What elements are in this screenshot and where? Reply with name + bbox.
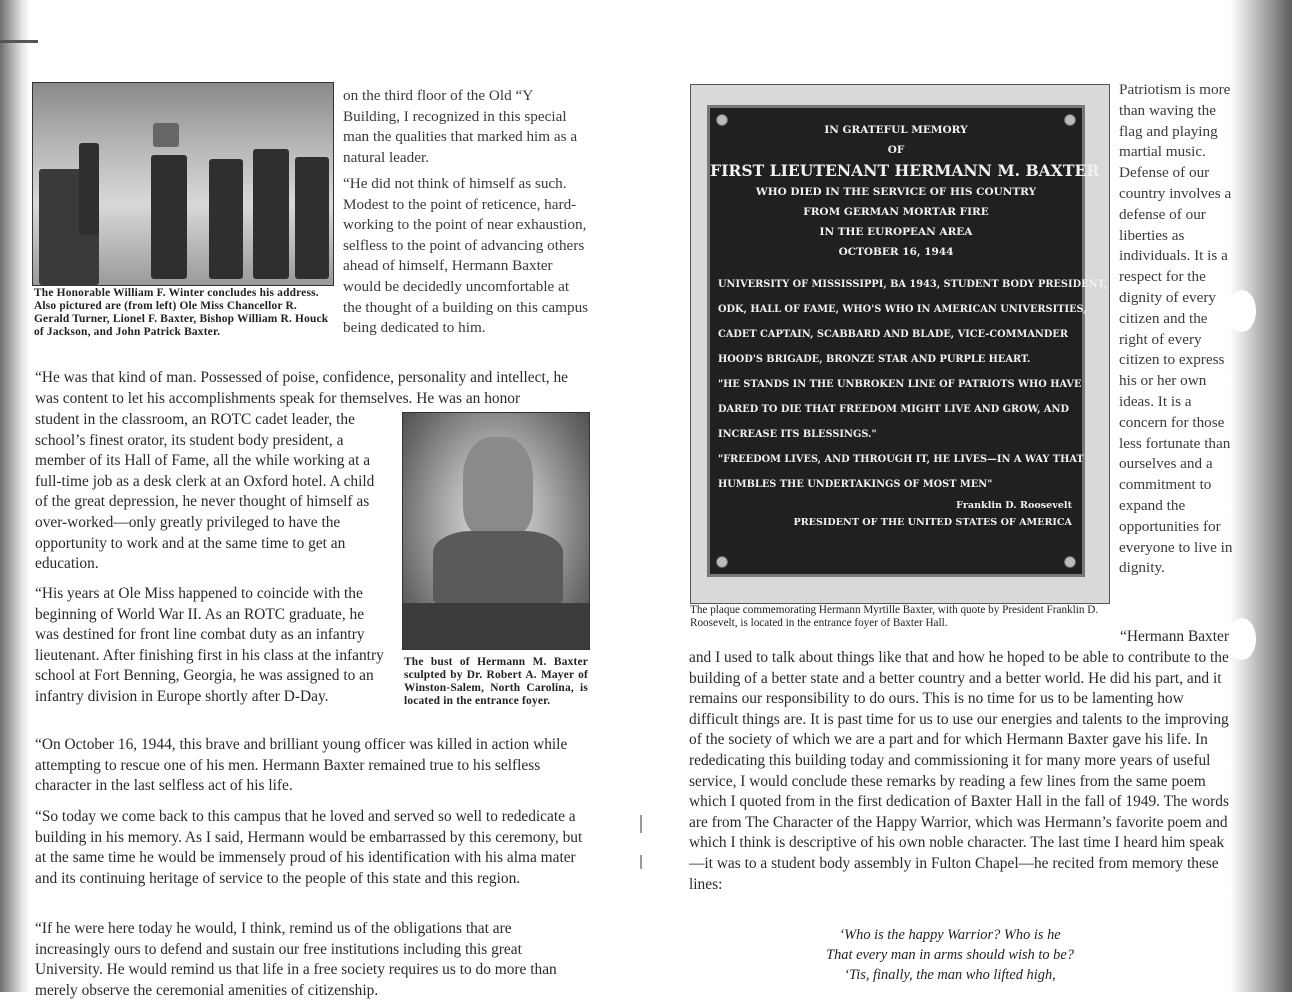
memorial-plaque [707,105,1108,577]
plaque-rivet [1064,556,1076,568]
bust-photo [402,412,590,650]
paragraph-october-1944: “On October 16, 1944, this brave and brilliant young officer was killed in action while attempting to rescue one of his men. Hermann Baxter remained true to his selfless character in the last selfless act of his life. [35,736,568,795]
photo-figure [151,155,187,279]
scan-edge-right [1230,0,1292,992]
bust-pedestal [403,603,589,649]
hermann-baxter-lead: “Hermann Baxter [1120,628,1229,645]
plaque-name: FIRST LIEUTENANT HERMANN M. BAXTER [710,161,1100,180]
ceremony-photo-caption: The Honorable William F. Winter concludes his address. Also pictured are (from left) Ole Miss Chancellor R. Gerald Turner, Lionel F. Baxter, Bishop William R. Houck of Jackson, and John Patrick Baxter. [34,287,329,338]
gutter-mark [640,815,642,833]
paragraph-kind-of-man-cont: student in the classroom, an ROTC cadet leader, the school’s finest orator, its student body president, a member of its Hall of Fame, all the while working at a full-time job as a desk clerk at an Oxford hotel. A child of the great depression, he never thought of himself as over-worked—only greatly privileged to have the opportunity to work and at the same time to get an education. [35,411,375,573]
paragraph-ole-miss-years: “His years at Ole Miss happened to coincide with the beginning of World War II. As an ROTC graduate, he was destined for front line combat duty as an infantry lieutenant. After finishing first in his class at the infantry school at Fort Benning, Georgia, he was assigned to an infantry division in Europe shortly after D-Day. [35,585,384,705]
plaque-photo [690,84,1110,604]
bust-shoulders [433,531,563,603]
gutter-mark [640,855,642,869]
plaque-rivet [716,114,728,126]
plaque-caption: The plaque commemorating Hermann Myrtille Baxter, with quote by President Franklin D. Roosevelt, is located in the entrance foyer of Baxter Hall. [690,604,1099,629]
scan-top-mark [0,40,38,43]
photo-figure [253,149,289,279]
bust-caption: The bust of Hermann M. Baxter sculpted by Dr. Robert A. Mayer of Winston-Salem, North Carolina, is located in the entrance foyer. [404,656,588,707]
paragraph-kind-of-man: “He was that kind of man. Possessed of poise, confidence, personality and intellect, he was content to let his accomplishments speak for themselves. He was an honor [35,369,568,407]
patriotism-paragraph: Patriotism is more than waving the flag and playing martial music. Defense of our country involves a defense of our liberties as individuals. It is a respect for the dignity of every citizen and the right of every citizen to express his or her own ideas. It is a concern for those less fortunate than ourselves and a commitment to expand the opportunities for everyone to live in dignity. [1119,81,1233,577]
left-column-para-1: on the third floor of the Old “Y Building, I recognized in this special man the qualities that marked him as a natural leader. [343,87,578,166]
poem-line: That every man in arms should wish to be? [826,947,1074,963]
plaque-line: DARED TO DIE THAT FREEDOM MIGHT LIVE AND GROW, AND [718,404,1069,415]
plaque-line: IN THE EUROPEAN AREA [819,226,973,238]
paragraph-if-here-today: “If he were here today he would, I think, remind us of the obligations that are increasingly ours to defend and sustain our free institutions including this great University. He would remind us that life in a free society requires us to do more than merely observe the ceremonial amenities of citizenship. [35,920,557,999]
photo-figure [79,143,99,235]
plaque-line: "HE STANDS IN THE UNBROKEN LINE OF PATRIOTS WHO HAVE [718,379,1082,390]
plaque-signature: Franklin D. Roosevelt [956,500,1072,511]
paragraph-rededicate: “So today we come back to this campus that he loved and served so well to rededicate a building in his memory. As I said, Hermann would be embarrassed by this ceremony, but at the same time he would be immensely proud of his identification with his alma mater and its continuing heritage of service to the people of this state and this region. [35,808,583,887]
plaque-line: FROM GERMAN MORTAR FIRE [803,206,989,218]
photo-figure [209,159,243,279]
plaque-line: PRESIDENT OF THE UNITED STATES OF AMERICA [793,517,1072,528]
poem-line: ‘Who is the happy Warrior? Who is he [839,927,1061,943]
plaque-line: OCTOBER 16, 1944 [838,246,954,258]
plaque-line: ODK, HALL OF FAME, WHO'S WHO IN AMERICAN UNIVERSITIES, [718,304,1087,315]
ceremony-photo [32,82,334,286]
photo-wall-plaque [153,123,179,147]
paragraph-talk-about-things: and I used to talk about things like that and how he hoped to be able to contribute to the building of a better state and a better country and a better world. He did his part, and it remains our responsibility to do ours. This is no time for us to be lamenting how difficult things are. It is past time for us to use our energies and talents to the improving of the society of which we are a part and for which Hermann Baxter gave his life. In rededicating this building today and commissioning it for many more years of useful service, I would conclude these remarks by reading a few lines from the same poem which I quoted from in the first dedication of Baxter Hall in the fall of 1949. The words are from The Character of the Happy Warrior, which was Hermann’s favorite poem and which I think is descriptive of his own noble character. The last time I heard him speak—it was to a student body assembly in Fulton Chapel—he recited from memory these lines: [689,649,1229,893]
plaque-line: WHO DIED IN THE SERVICE OF HIS COUNTRY [755,186,1037,198]
bust-head [463,437,533,537]
plaque-line: IN GRATEFUL MEMORY [824,124,968,136]
plaque-line: HUMBLES THE UNDERTAKINGS OF MOST MEN" [718,479,993,490]
scan-edge-left [0,0,30,992]
plaque-line: OF [887,144,905,156]
plaque-line: HOOD'S BRIGADE, BRONZE STAR AND PURPLE HEART. [718,354,1031,365]
poem-line: ‘Tis, finally, the man who lifted high, [844,967,1056,983]
plaque-rivet [716,556,728,568]
left-column-para-2: “He did not think of himself as such. Modest to the point of reticence, hard-working to the point of near exhaustion, selfless to the point of advancing others ahead of himself, Hermann Baxter would be decidedly uncomfortable at the thought of a building on this campus being dedicated to him. [343,175,589,337]
plaque-line: CADET CAPTAIN, SCABBARD AND BLADE, VICE-COMMANDER [718,329,1068,340]
plaque-line: INCREASE ITS BLESSINGS." [718,429,877,440]
photo-figure [295,157,329,279]
plaque-line: "FREEDOM LIVES, AND THROUGH IT, HE LIVES—IN A WAY THAT [718,454,1084,465]
plaque-rivet [1064,114,1076,126]
plaque-line: UNIVERSITY OF MISSISSIPPI, BA 1943, STUDENT BODY PRESIDENT, [718,279,1108,290]
